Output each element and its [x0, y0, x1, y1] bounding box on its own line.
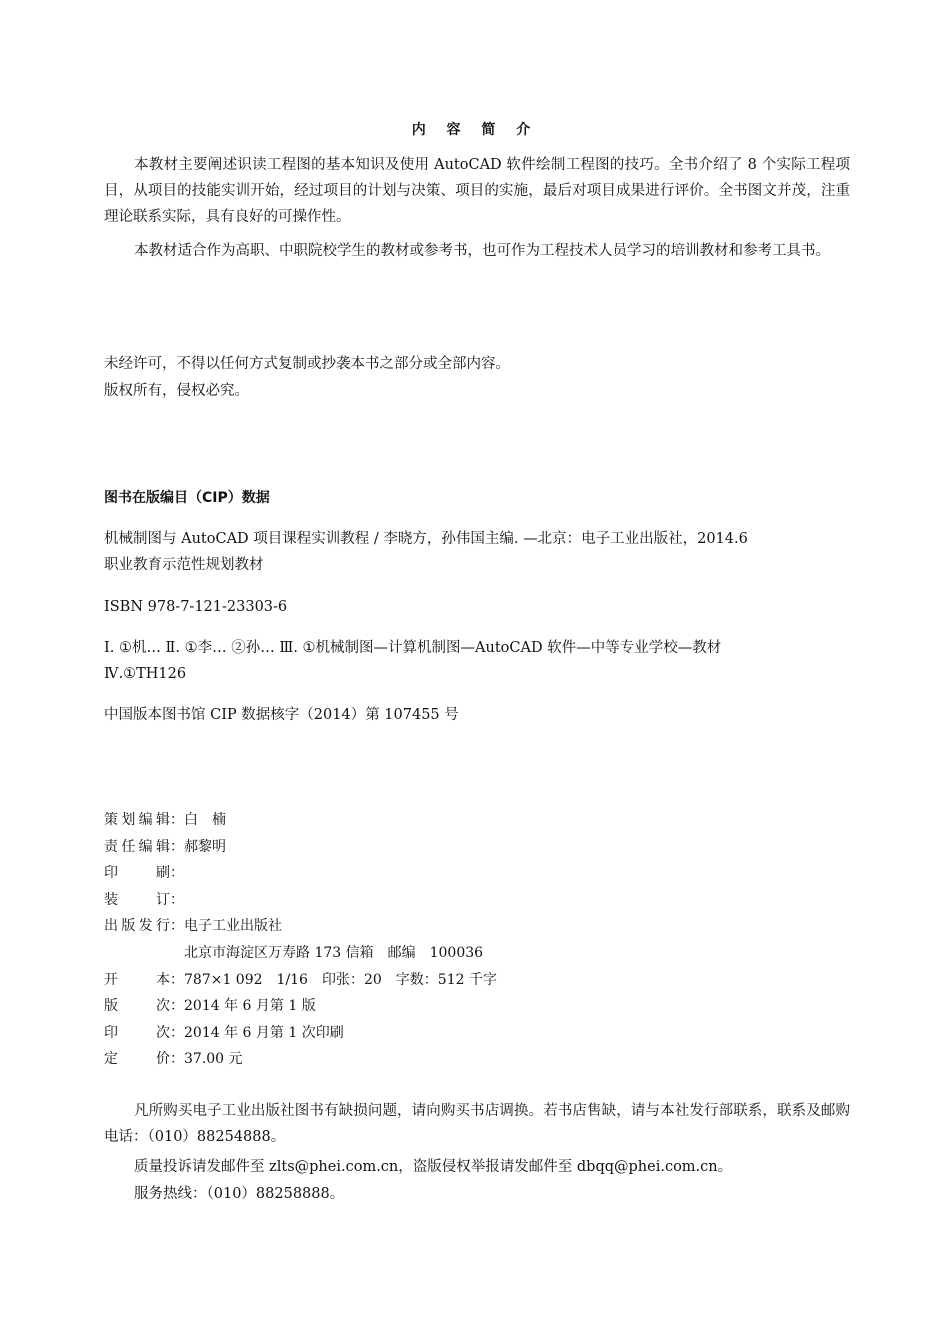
credit-value: 2014 年 6 月第 1 次印刷	[184, 1025, 344, 1041]
credit-label-char: 发	[138, 918, 153, 934]
credit-label-char: 辑	[155, 839, 170, 855]
credit-label-colon: ：	[170, 812, 184, 828]
credit-label	[104, 916, 184, 936]
credit-label-text	[104, 810, 170, 830]
credit-label-text	[104, 863, 170, 883]
credit-label-colon: ：	[170, 1051, 184, 1067]
credit-label	[104, 810, 184, 830]
credit-label-char: 刷	[156, 865, 170, 881]
notice-paragraph-2: 质量投诉请发邮件至 zlts@phei.com.cn，盗版侵权举报请发邮件至 dbqq@phei.com.cn。	[134, 1159, 733, 1175]
copyright-line-1: 未经许可，不得以任何方式复制或抄袭本书之部分或全部内容。	[104, 356, 510, 372]
credit-label-char: 策	[104, 812, 118, 828]
credit-label-char: 出	[104, 918, 118, 934]
credit-label	[104, 890, 184, 910]
credit-label-char: 编	[138, 812, 153, 828]
credit-label-colon: ：	[170, 865, 184, 881]
copyright-line-2: 版权所有，侵权必究。	[104, 383, 249, 399]
credit-label	[104, 996, 184, 1016]
credit-label-text	[104, 996, 170, 1016]
credit-label	[104, 837, 184, 857]
cip-isbn: ISBN 978-7-121-23303-6	[104, 599, 288, 615]
credit-label-text	[104, 1023, 170, 1043]
credit-label-char: 印	[104, 1025, 118, 1041]
credit-value: 郝黎明	[184, 839, 226, 855]
credit-value: 电子工业出版社	[184, 918, 282, 934]
credit-label-char: 任	[121, 839, 136, 855]
credit-label-colon: ：	[170, 1025, 184, 1041]
credit-label-colon: ：	[170, 918, 184, 934]
credit-label-char: 定	[104, 1051, 118, 1067]
credit-label-char: 装	[104, 892, 118, 908]
credit-label-char: 印	[104, 865, 118, 881]
credit-label-char: 辑	[155, 812, 170, 828]
cip-subjects-line-1: Ⅰ. ①机… Ⅱ. ①李… ②孙… Ⅲ. ①机械制图—计算机制图—AutoCAD 软件—中等专业学校—教材	[104, 640, 722, 656]
cip-title-line: 机械制图与 AutoCAD 项目课程实训教程 / 李晓方，孙伟国主编. —北京：电子工业出版社，2014.6	[104, 531, 748, 547]
cip-subjects-line-2: Ⅳ.①TH126	[104, 666, 187, 682]
credit-label-text	[104, 970, 170, 990]
summary-paragraph-1: 本教材主要阐述识读工程图的基本知识及使用 AutoCAD 软件绘制工程图的技巧。全书介绍了 8 个实际工程项目，从项目的技能实训开始，经过项目的计划与决策、项目的实施，最后对项目成果进行评价。全书图文并茂，注重理论联系实际，具有良好的可操作性。	[104, 157, 850, 225]
credit-label-char: 本	[156, 972, 170, 988]
credit-label-colon: ：	[170, 892, 184, 908]
summary-title: 内 容 简 介	[411, 122, 539, 138]
credit-value: 787×1 092 1/16 印张：20 字数：512 千字	[184, 972, 497, 988]
credit-value: 37.00 元	[184, 1051, 243, 1067]
credit-value: 2014 年 6 月第 1 版	[184, 998, 316, 1014]
credit-label-colon: ：	[170, 998, 184, 1014]
credit-label-char: 价	[156, 1051, 170, 1067]
credit-label-char: 划	[121, 812, 136, 828]
credit-label	[104, 1023, 184, 1043]
notice-paragraph-1: 凡所购买电子工业出版社图书有缺损问题，请向购买书店调换。若书店售缺，请与本社发行部联系，联系及邮购电话：（010）88254888。	[104, 1103, 850, 1145]
cip-series-line: 职业教育示范性规划教材	[104, 557, 264, 573]
credit-value: 北京市海淀区万寿路 173 信箱 邮编 100036	[184, 945, 484, 961]
credit-label	[104, 1049, 184, 1069]
credit-label-text	[104, 1049, 170, 1069]
credit-label	[104, 970, 184, 990]
credit-label-text	[104, 916, 170, 936]
cip-heading: 图书在版编目（CIP）数据	[104, 490, 270, 506]
credit-label-colon: ：	[170, 972, 184, 988]
credit-label-char: 版	[121, 918, 136, 934]
credit-label-char: 开	[104, 972, 118, 988]
credit-label-char: 次	[156, 1025, 170, 1041]
summary-paragraph-2: 本教材适合作为高职、中职院校学生的教材或参考书，也可作为工程技术人员学习的培训教材和参考工具书。	[134, 243, 830, 259]
notice-paragraph-3: 服务热线：（010）88258888。	[134, 1186, 345, 1202]
credit-label-char: 行	[155, 918, 170, 934]
credit-value: 白 楠	[184, 812, 226, 828]
credit-label	[104, 863, 184, 883]
credit-label-char: 责	[104, 839, 118, 855]
credit-label-char: 订	[156, 892, 170, 908]
credit-label-text	[104, 837, 170, 857]
credit-label-text	[104, 890, 170, 910]
cip-library-number: 中国版本图书馆 CIP 数据核字（2014）第 107455 号	[104, 707, 459, 723]
credit-label-char: 版	[104, 998, 118, 1014]
credit-label-char: 次	[156, 998, 170, 1014]
credit-label-char: 编	[138, 839, 153, 855]
credit-label-colon: ：	[170, 839, 184, 855]
